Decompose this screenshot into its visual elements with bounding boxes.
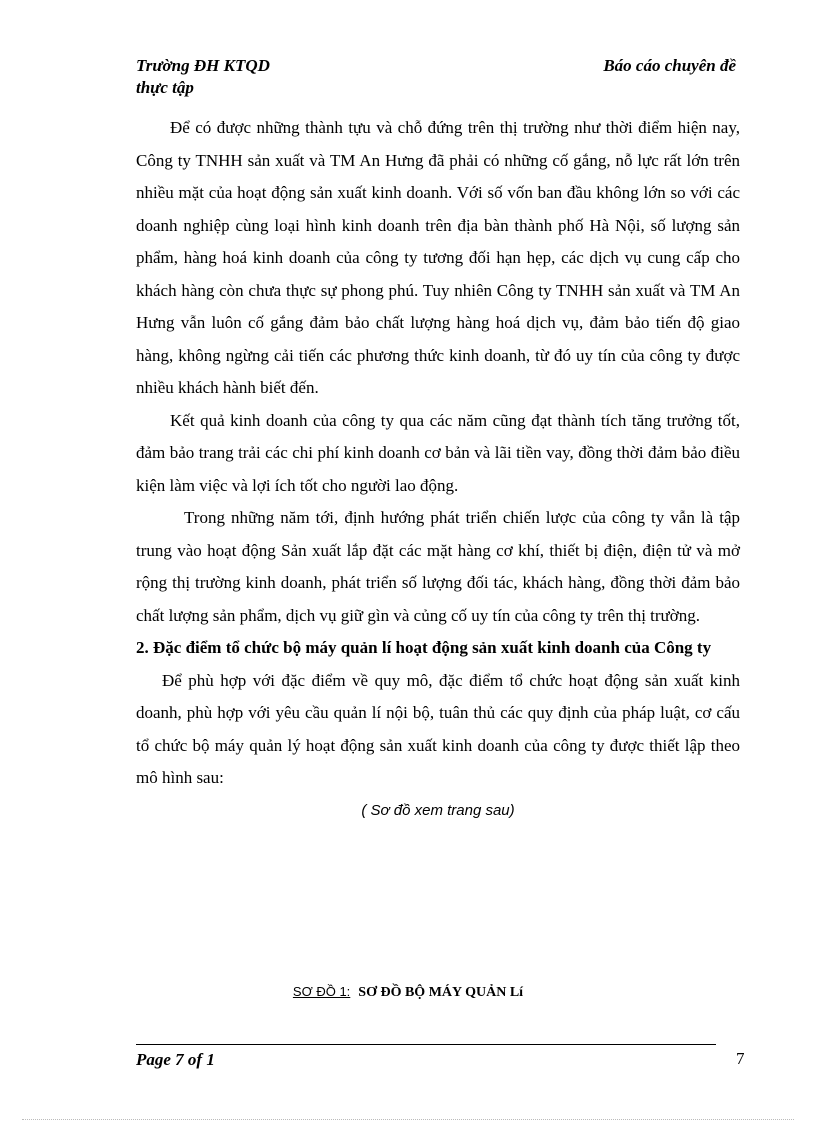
diagram-title-text: SƠ ĐỒ BỘ MÁY QUẢN Lí: [358, 985, 524, 1000]
header-report-title: Báo cáo chuyên đề: [603, 56, 736, 75]
paragraph-4: Để phù hợp với đặc điểm về quy mô, đặc điểm tổ chức hoạt động sản xuất kinh doanh, phù hợp với yêu cầu quản lí nội bộ, tuân thủ các quy định của pháp luật, cơ cấu tổ chức bộ máy quản lý hoạt động sản xuất kinh doanh của công ty được thiết lập theo mô hình sau:: [136, 670, 740, 787]
paragraph-3: Trong những năm tới, định hướng phát triển chiến lược của công ty vẫn là tập trung vào hoạt động Sản xuất lắp đặt các mặt hàng cơ khí, thiết bị điện, điện tử và mở rộng thị trường kinh doanh, phát triển số lượng đối tác, khách hàng, đồng thời đảm bảo chất lượng sản phẩm, dịch vụ giữ gìn và củng cố uy tín của công ty trên thị trường.: [136, 508, 740, 625]
section-heading: 2. Đặc điểm tổ chức bộ máy quản lí hoạt động sản xuất kinh doanh của Công ty: [136, 638, 712, 657]
diagram-caption: ( Sơ đồ xem trang sau): [361, 801, 515, 819]
footer-page-number: 7: [736, 1049, 745, 1068]
header-subtitle: thực tập: [136, 78, 194, 97]
document-body: [136, 112, 740, 827]
header-school: Trường ĐH KTQD: [136, 56, 270, 75]
diagram-title: [0, 984, 816, 1001]
header-left: [136, 55, 270, 99]
footer-page-label: Page 7 of 1: [136, 1050, 215, 1069]
footer-rule: [136, 1044, 716, 1045]
paragraph-1: Để có được những thành tựu và chỗ đứng trên thị trường như thời điểm hiện nay, Công ty TNHH sản xuất và TM An Hưng đã phải có những cố gắng, nỗ lực rất lớn trên nhiều mặt của hoạt động sản xuất kinh doanh. Với số vốn ban đầu không lớn so với các doanh nghiệp cùng loại hình kinh doanh trên địa bàn thành phố Hà Nội, số lượng sản phẩm, hàng hoá kinh doanh của công ty tương đối hạn hẹp, các dịch vụ cung cấp cho khách hàng còn chưa thực sự phong phú. Tuy nhiên Công ty TNHH sản xuất và TM An Hưng vẫn luôn cố gắng đảm bảo chất lượng hàng hoá dịch vụ, đảm bảo tiến độ giao hàng, không ngừng cải tiến các phương thức kinh doanh, từ đó uy tín của công ty được nhiều khách hành biết đến.: [136, 118, 740, 397]
page-edge-dots: [22, 1119, 794, 1120]
diagram-number: SƠ ĐỒ 1:: [292, 984, 351, 999]
paragraph-2: Kết quả kinh doanh của công ty qua các năm cũng đạt thành tích tăng trưởng tốt, đảm bảo trang trải các chi phí kinh doanh cơ bản và lãi tiền vay, đồng thời đảm bảo điều kiện làm việc và lợi ích tốt cho người lao động.: [136, 410, 740, 495]
